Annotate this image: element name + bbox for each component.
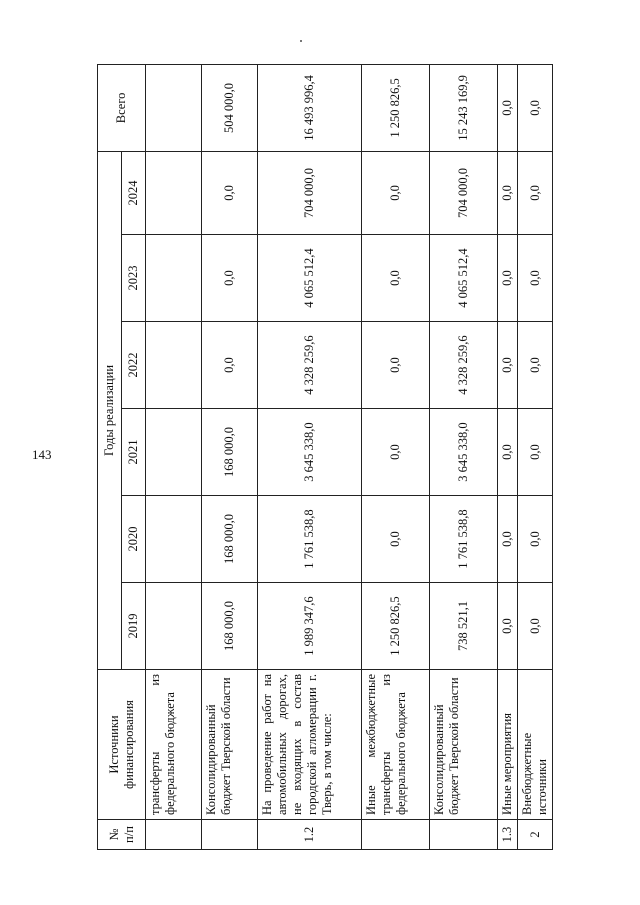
row-value: 1 761 538,8: [258, 496, 362, 583]
row-value: [146, 496, 202, 583]
row-value: 704 000,0: [430, 151, 498, 234]
row-value: 0,0: [202, 235, 258, 322]
row-value: 4 065 512,4: [430, 235, 498, 322]
row-source: Консолидированный бюджет Тверской области: [430, 670, 498, 820]
row-value: 3 645 338,0: [430, 409, 498, 496]
row-total: [146, 64, 202, 151]
scan-speck: [300, 40, 302, 42]
rotated-table-wrapper: [97, 65, 549, 850]
row-value: 0,0: [362, 496, 430, 583]
row-number: [146, 820, 202, 850]
header-year: 2024: [122, 151, 146, 234]
row-source: Внебюджетные источники: [518, 670, 553, 820]
row-source: Консолидированный бюджет Тверской области: [202, 670, 258, 820]
row-value: 1 250 826,5: [362, 583, 430, 670]
financing-table: [97, 64, 553, 850]
row-value: 0,0: [202, 322, 258, 409]
row-value: 1 989 347,6: [258, 583, 362, 670]
row-value: 0,0: [518, 583, 553, 670]
row-value: 0,0: [498, 322, 518, 409]
row-value: [146, 235, 202, 322]
row-number: 1.2: [258, 820, 362, 850]
row-value: 168 000,0: [202, 583, 258, 670]
table-row: [518, 64, 553, 849]
table-body: [146, 64, 553, 849]
header-year: 2020: [122, 496, 146, 583]
table-row: [146, 64, 202, 849]
row-total: 15 243 169,9: [430, 64, 498, 151]
row-total: 1 250 826,5: [362, 64, 430, 151]
row-value: 3 645 338,0: [258, 409, 362, 496]
row-number: [202, 820, 258, 850]
header-year: 2019: [122, 583, 146, 670]
header-year: 2022: [122, 322, 146, 409]
row-value: [146, 151, 202, 234]
header-year: 2021: [122, 409, 146, 496]
row-number: 2: [518, 820, 553, 850]
row-value: 0,0: [498, 583, 518, 670]
row-value: 0,0: [498, 151, 518, 234]
header-total: Всего: [98, 64, 146, 151]
row-source: трансферты из федерального бюджета: [146, 670, 202, 820]
table-row: [258, 64, 362, 849]
row-value: 0,0: [498, 496, 518, 583]
row-source: Иные межбюджетные трансферты из федерального бюджета: [362, 670, 430, 820]
header-year: 2023: [122, 235, 146, 322]
row-value: 0,0: [362, 409, 430, 496]
row-value: 0,0: [518, 151, 553, 234]
row-value: [146, 583, 202, 670]
row-value: 704 000,0: [258, 151, 362, 234]
row-value: 0,0: [362, 235, 430, 322]
row-value: 168 000,0: [202, 496, 258, 583]
header-years-group: Годы реализации: [98, 151, 122, 669]
row-value: 0,0: [518, 409, 553, 496]
row-value: 0,0: [498, 235, 518, 322]
row-total: 0,0: [498, 64, 518, 151]
table-row: [362, 64, 430, 849]
row-value: 4 328 259,6: [258, 322, 362, 409]
page-number: 143: [32, 447, 52, 462]
row-total: 0,0: [518, 64, 553, 151]
header-num: № п/п: [98, 820, 146, 850]
row-source: На проведение работ на автомобильных дорогах, не входящих в состав городской агломерации г. Тверь, в том числе:: [258, 670, 362, 820]
row-value: 738 521,1: [430, 583, 498, 670]
row-value: 0,0: [362, 151, 430, 234]
row-value: 168 000,0: [202, 409, 258, 496]
row-value: 0,0: [202, 151, 258, 234]
table-row: [202, 64, 258, 849]
row-number: [430, 820, 498, 850]
row-source: Иные мероприятия: [498, 670, 518, 820]
row-total: 504 000,0: [202, 64, 258, 151]
table-row: [430, 64, 498, 849]
row-value: 0,0: [498, 409, 518, 496]
row-value: 0,0: [362, 322, 430, 409]
row-value: [146, 409, 202, 496]
header-source: Источники финансирования: [98, 670, 146, 820]
row-value: 4 328 259,6: [430, 322, 498, 409]
row-value: 0,0: [518, 496, 553, 583]
row-total: 16 493 996,4: [258, 64, 362, 151]
row-number: [362, 820, 430, 850]
row-value: [146, 322, 202, 409]
row-number: 1.3: [498, 820, 518, 850]
row-value: 4 065 512,4: [258, 235, 362, 322]
table-row: [498, 64, 518, 849]
row-value: 0,0: [518, 322, 553, 409]
row-value: 1 761 538,8: [430, 496, 498, 583]
row-value: 0,0: [518, 235, 553, 322]
